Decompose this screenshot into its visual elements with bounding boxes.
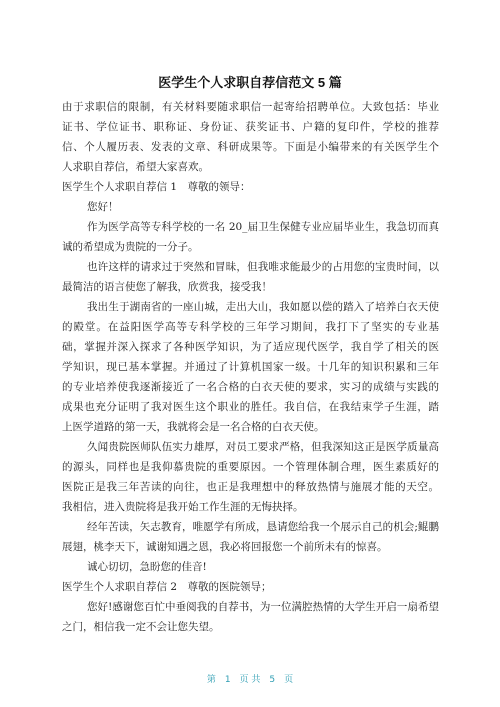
text-line: 您好！ bbox=[87, 201, 119, 213]
paragraph-intro bbox=[62, 97, 439, 177]
text-line: 上医学道路的第一天，我就将会是一名合格的白衣天使。 bbox=[62, 421, 325, 433]
document-body bbox=[62, 97, 439, 637]
text-line: 最简洁的语言使您了解我，欣赏我，接受我！ bbox=[62, 281, 272, 293]
text-line: 由于求职信的限制，有关材料要随求职信一起寄给招聘单位。大致包括：毕业 bbox=[62, 101, 439, 113]
letter-2-heading bbox=[62, 577, 439, 597]
paragraph bbox=[62, 437, 439, 517]
text-line: 信、个人履历表、发表的文章、科研成果等。下面是小编带来的有关医学生个 bbox=[62, 141, 439, 153]
text-line: 作为医学高等专科学校的一名 20_届卫生保健专业应届毕业生，我急切而真 bbox=[87, 221, 439, 233]
text-line: 经年苦读，矢志教育，唯愿学有所成，恳请您给我一个展示自己的机会;鲲鹏 bbox=[87, 521, 439, 533]
text-line: 我出生于湖南省的一座山城，走出大山，我如愿以偿的踏入了培养白衣天使 bbox=[87, 301, 439, 313]
text-line: 展翅，桃李天下，诚谢知遇之恩，我必将回报您一个前所未有的惊喜。 bbox=[62, 541, 388, 553]
paragraph bbox=[62, 597, 439, 637]
paragraph bbox=[62, 517, 439, 557]
text-line: 成果也充分证明了我对医生这个职业的胜任。我自信，在我结束学子生涯，踏 bbox=[62, 401, 439, 413]
document-title: 医学生个人求职自荐信范文 5 篇 bbox=[158, 75, 342, 90]
text-line: 证书、学位证书、职称证、身份证、获奖证书、户籍的复印件，学校的推荐 bbox=[62, 121, 439, 133]
text-line: 人求职自荐信，希望大家喜欢。 bbox=[62, 161, 209, 173]
page-number-footer: 第 1 页 共 5 页 bbox=[206, 675, 294, 685]
text-line: 也许这样的请求过于突然和冒昧，但我唯求能最少的占用您的宝贵时间，以 bbox=[87, 261, 439, 273]
paragraph-greeting bbox=[62, 197, 439, 217]
paragraph bbox=[62, 217, 439, 257]
text-line: 学知识，现已基本掌握。并通过了计算机国家一级。十几年的知识积累和三年 bbox=[62, 361, 439, 373]
text-line: 诚的希望成为贵院的一分子。 bbox=[62, 241, 199, 253]
text-line: 医学生个人求职自荐信 2 尊敬的医院领导； bbox=[62, 581, 272, 593]
text-line: 的殿堂。在益阳医学高等专科学校的三年学习期间，我打下了坚实的专业基 bbox=[62, 321, 439, 333]
text-line: 之门，相信我一定不会让您失望。 bbox=[62, 621, 220, 633]
text-line: 我相信，进入贵院将是我开始工作生涯的无悔抉择。 bbox=[62, 501, 304, 513]
paragraph bbox=[62, 297, 439, 437]
text-line: 医院正是我三年苦读的向往，也正是我理想中的释放热情与施展才能的天空。 bbox=[62, 481, 439, 493]
text-line: 的源头，同样也是我仰慕贵院的重要原因。一个管理体制合理，医生素质好的 bbox=[62, 461, 439, 473]
text-line: 医学生个人求职自荐信 1 尊敬的领导： bbox=[62, 181, 251, 193]
text-line: 诚心切切，急盼您的佳音! bbox=[87, 561, 207, 573]
text-line: 久闻贵院医师队伍实力雄厚，对员工要求严格，但我深知这正是医学质量高 bbox=[87, 441, 439, 453]
paragraph bbox=[62, 257, 439, 297]
paragraph-closing bbox=[62, 557, 439, 577]
text-line: 的专业培养使我逐渐接近了一名合格的白衣天使的要求，实习的成绩与实践的 bbox=[62, 381, 439, 393]
letter-1-heading bbox=[62, 177, 439, 197]
text-line: 础，掌握并深入探求了各种医学知识，为了适应现代医学，我自学了相关的医 bbox=[62, 341, 439, 353]
text-line: 您好!感谢您百忙中垂阅我的自荐书，为一位满腔热情的大学生开启一扇希望 bbox=[87, 601, 439, 613]
